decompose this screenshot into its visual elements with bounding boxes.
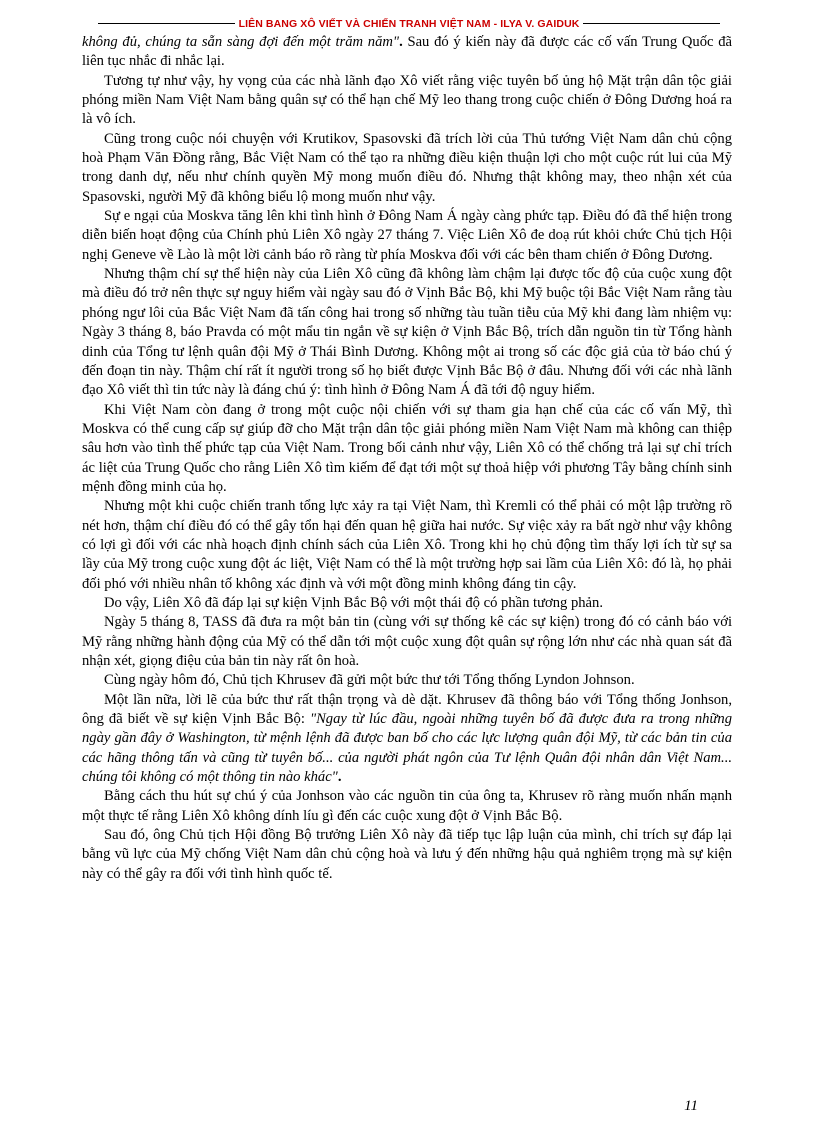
paragraph-4: Sự e ngại của Moskva tăng lên khi tình hình ở Đông Nam Á ngày càng phức tạp. Điều đó đã thể hiện trong diễn biến hoạt động của Chính phủ Liên Xô ngày 27 tháng 7. Việc Liên Xô đe doạ rút khỏi chức Chủ tịch Hội nghị Geneve về Lào là một lời cảnh báo rõ ràng từ phía Moskva đối với các bên tham chiến ở Đông Dương. xyxy=(82,208,732,263)
paragraph-7: Nhưng một khi cuộc chiến tranh tổng lực xảy ra tại Việt Nam, thì Kremli có thể phải có một lập trường rõ nét hơn, thậm chí điều đó có thể gây tổn hại đến quan hệ giữa hai nước. Sự việc xảy ra bất ngờ như vậy không có lợi gì đối với các nhà hoạch định chính sách của Liên Xô. Trong khi họ chủ động tìm thấy lợi ích từ sự sa lầy của Mỹ trong cuộc xung đột ác liệt, Việt Nam có thể là một trường hợp sai lầm của Liên Xô: đó là, họ phải đối phó với nhiều nhân tố không xác định và với một đồng minh không đáng tin cậy. xyxy=(82,498,732,592)
paragraph-1 xyxy=(82,33,732,72)
document-body xyxy=(82,33,732,884)
paragraph-1-quote: không đủ, chúng ta sẵn sàng đợi đến một trăm năm" xyxy=(82,34,400,50)
paragraph-2: Tương tự như vậy, hy vọng của các nhà lãnh đạo Xô viết rằng việc tuyên bố ủng hộ Mặt trận dân tộc giải phóng miền Nam Việt Nam bằng quân sự có thể hạn chế Mỹ leo thang trong cuộc chiến ở Đông Dương hoá ra là vô ích. xyxy=(82,72,732,128)
paragraph-13: Sau đó, ông Chủ tịch Hội đồng Bộ trưởng Liên Xô này đã tiếp tục lập luận của mình, chỉ trích sự đáp lại bằng vũ lực của Mỹ chống Việt Nam dân chủ cộng hoà và lưu ý đến những hậu quả nghiêm trọng mà sự kiện này có thể gây ra đối với tình hình quốc tế. xyxy=(82,827,732,882)
header-title: LIÊN BANG XÔ VIẾT VÀ CHIẾN TRANH VIỆT NAM - ILYA V. GAIDUK xyxy=(235,15,584,33)
paragraph-6: Khi Việt Nam còn đang ở trong một cuộc nội chiến với sự tham gia hạn chế của các cố vấn Mỹ, thì Moskva có thể cung cấp sự giúp đỡ cho Mặt trận dân tộc giải phóng miền Nam Việt Nam mà không can thiệp sâu hơn vào tình thế phức tạp của Việt Nam. Trong bối cảnh như vậy, Liên Xô có thể chống trả lại sự chỉ trích ác liệt của Trung Quốc cho rằng Liên Xô tìm kiếm để đạt tới một sự thoả hiệp với phương Tây bằng chính sinh mệnh đồng minh của họ. xyxy=(82,401,732,495)
running-header xyxy=(98,14,720,32)
paragraph-1-period: . xyxy=(399,34,403,50)
paragraph-8: Do vậy, Liên Xô đã đáp lại sự kiện Vịnh Bắc Bộ với một thái độ có phần tương phản. xyxy=(104,594,603,611)
paragraph-12: Bằng cách thu hút sự chú ý của Jonhson vào các nguồn tin của ông ta, Khrusev rõ ràng muốn nhấn mạnh một thực tế rằng Liên Xô không dính líu gì đến các cuộc xung đột ở Vịnh Bắc Bộ. xyxy=(82,788,732,824)
paragraph-9: Ngày 5 tháng 8, TASS đã đưa ra một bản tin (cùng với sự thống kê các sự kiện) trong đó có cảnh báo với Mỹ rằng những hành động của Mỹ có thể dẫn tới một cuộc xung đột quân sự rộng lớn như các nhà quan sát đã nhận xét, giọng điệu của bản tin này rất ôn hoà. xyxy=(82,614,732,669)
paragraph-5: Nhưng thậm chí sự thể hiện này của Liên Xô cũng đã không làm chậm lại được tốc độ của cuộc xung đột mà điều đó trở nên thực sự nguy hiểm vài ngày sau đó ở Vịnh Bắc Bộ, khi Mỹ buộc tội Bắc Việt Nam rằng tàu phóng ngư lôi của Bắc Việt Nam đã tấn công hai trong số những tàu tuần tiễu của Mỹ khi đang làm nhiệm vụ: Ngày 3 tháng 8, báo Pravda có một mẩu tin ngắn về sự kiện ở Vịnh Bắc Bộ, trích dẫn nguồn tin từ Tổng hành dinh của Tổng tư lệnh quân đội Mỹ ở Thái Bình Dương. Không một ai trong số các độc giả của tờ báo chú ý đến đoạn tin này. Thậm chí rất ít người trong số họ biết được Vịnh Bắc Bộ ở đâu. Nhưng đối với các nhà lãnh đạo Xô viết thì tin tức này là đáng chú ý: tình hình ở Đông Nam Á đã tới độ nguy hiểm. xyxy=(82,266,732,399)
paragraph-11 xyxy=(82,691,732,788)
page-number: 11 xyxy=(684,1098,698,1114)
paragraph-10: Cùng ngày hôm đó, Chủ tịch Khrusev đã gửi một bức thư tới Tổng thống Lyndon Johnson. xyxy=(104,672,635,689)
paragraph-1-text: Sau đó ý kiến này đã được các cố vấn Trung Quốc đã liên tục nhắc đi nhắc lại. xyxy=(82,34,732,70)
paragraph-11-quote: "Ngay từ lúc đầu, ngoài những tuyên bố đã được đưa ra trong những ngày gần đây ở Washington, từ mệnh lệnh đã được ban bố cho các lực lượng quân đội Mỹ, từ các bản tin của các hãng thông tấn và cũng từ tuyên bố... của người phát ngôn của Tư lệnh Quân đội nhân dân Việt Nam... chúng tôi không có một thông tin nào khác" xyxy=(82,711,732,786)
paragraph-11-period: . xyxy=(337,769,342,786)
paragraph-3: Cũng trong cuộc nói chuyện với Krutikov, Spasovski đã trích lời của Thủ tướng Việt Nam dân chủ cộng hoà Phạm Văn Đồng rằng, Bắc Việt Nam có thể tạo ra những điều kiện thuận lợi cho một cuộc rút lui của Mỹ trong danh dự, nếu như chính quyền Mỹ mong muốn điều đó. Nhưng thật không may, theo nhận xét của Spasovski, người Mỹ đã không biểu lộ mong muốn như vậy. xyxy=(82,130,732,205)
paragraph-11-text: Một lần nữa, lời lẽ của bức thư rất thận trọng và dè dặt. Khrusev đã thông báo với Tổng thống Jonhson, ông đã biết về sự kiện Vịnh Bắc Bộ: xyxy=(82,691,732,728)
